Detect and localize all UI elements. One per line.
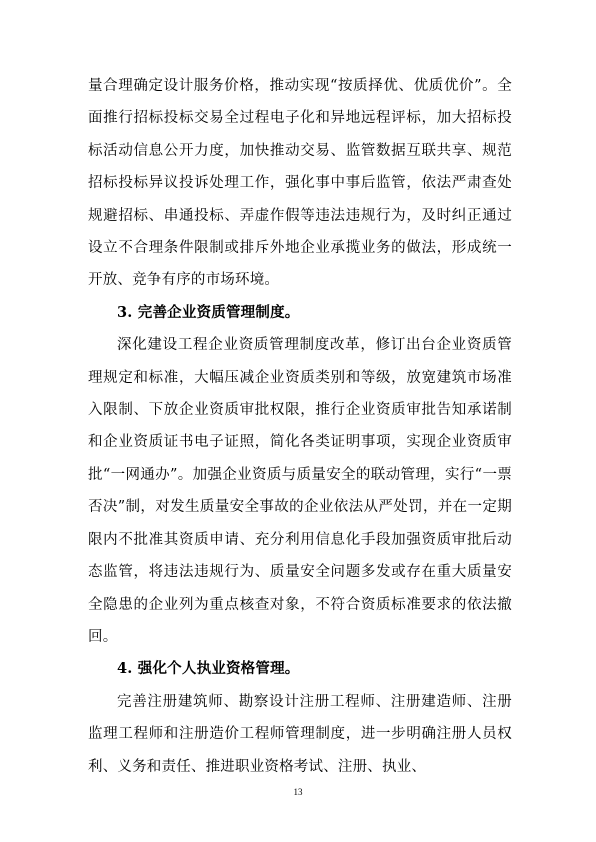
page-number: 13 (293, 787, 303, 797)
section-heading-4: 4. 强化个人执业资格管理。 (117, 660, 300, 678)
document-body (88, 70, 512, 783)
paragraph-practice-qualification: 完善注册建筑师、勘察设计注册工程师、注册建造师、注册监理工程师和注册造价工程师管理制度，进一步明确注册人员权利、义务和责任、推进职业资格考试、注册、执业、 (88, 693, 512, 775)
section-heading-3: 3. 完善企业资质管理制度。 (117, 303, 300, 321)
paragraph-continuation: 量合理确定设计服务价格，推动实现“按质择优、优质优价”。全面推行招标投标交易全过程电子化和异地远程评标，加大招标投标活动信息公开力度，加快推动交易、监管数据互联共享、规范招标投标异议投诉处理工作，强化事中事后监管，依法严肃查处规避招标、串通投标、弄虚作假等违法违规行为，及时纠正通过设立不合理条件限制或排斥外地企业承揽业务的做法，形成统一开放、竞争有序的市场环境。 (88, 78, 512, 289)
paragraph-qualification: 深化建设工程企业资质管理制度改革，修订出台企业资质管理规定和标准，大幅压减企业资质类别和等级，放宽建筑市场准入限制、下放企业资质审批权限，推行企业资质审批告知承诺制和企业资质证书电子证照，简化各类证明事项，实现企业资质审批“一网通办”。加强企业资质与质量安全的联动管理，实行“一票否决”制，对发生质量安全事故的企业依法从严处罚，并在一定期限内不批准其资质申请、充分利用信息化手段加强资质审批后动态监管，将违法违规行为、质量安全问题多发或存在重大质量安全隐患的企业列为重点核查对象，不符合资质标准要求的依法撤回。 (88, 337, 512, 645)
